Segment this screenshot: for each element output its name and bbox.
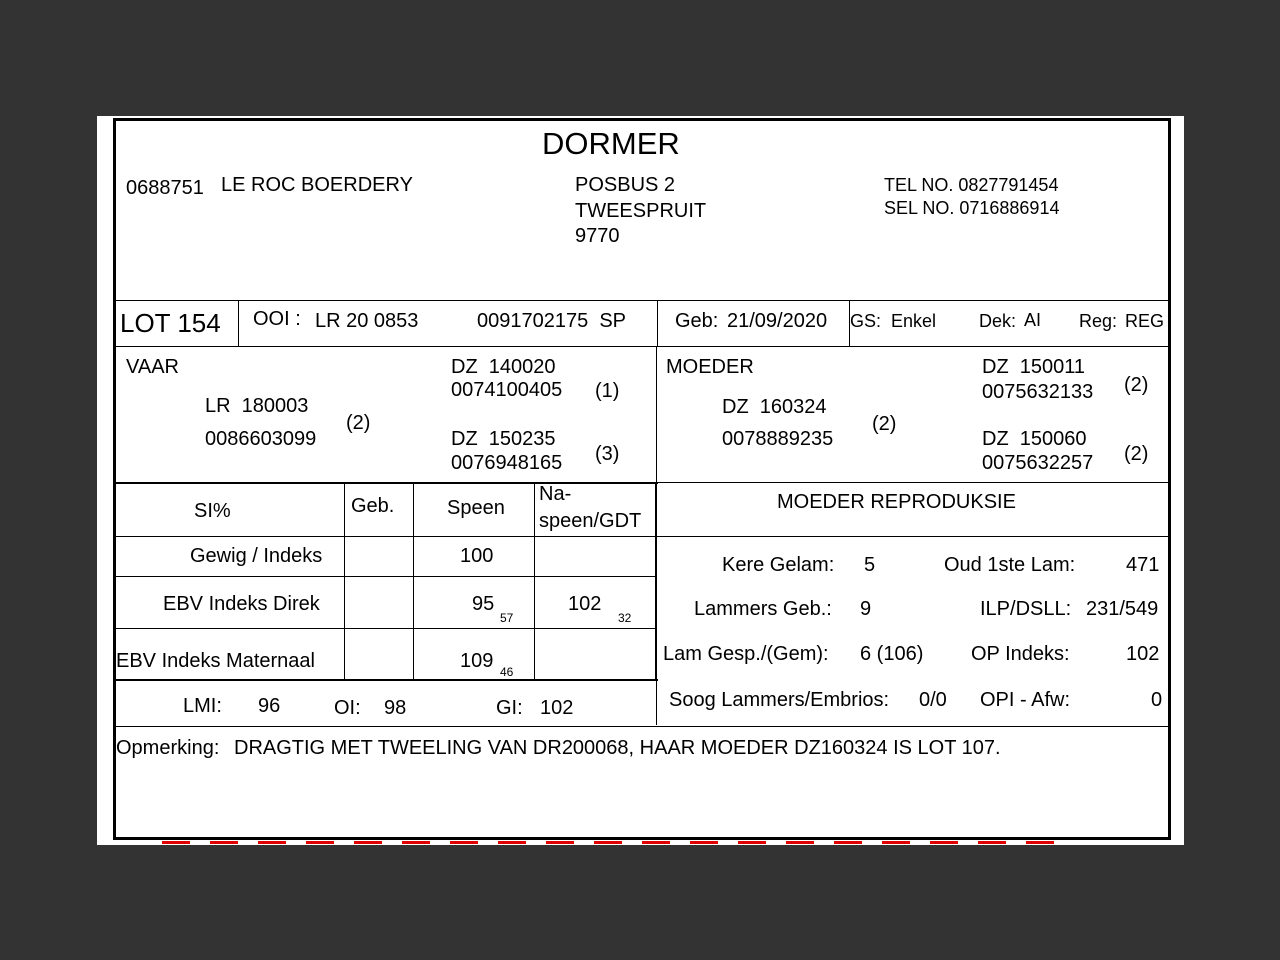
op-indeks-label: OP Indeks: — [971, 643, 1070, 665]
address-line-3: 9770 — [575, 225, 620, 247]
owner-code: 0688751 — [126, 177, 204, 199]
sire-sire-mark: (1) — [595, 380, 620, 402]
oud-1ste-lam-value: 471 — [1126, 554, 1160, 576]
remark-text: DRAGTIG MET TWEELING VAN DR200068, HAAR MOEDER DZ160324 IS LOT 107. — [234, 737, 1001, 759]
birth-date-label: Geb: — [675, 310, 719, 332]
dam-mark: (2) — [872, 413, 897, 435]
gs-value: Enkel — [891, 311, 937, 331]
opi-afw-value: 0 — [1151, 689, 1163, 711]
remark-label: Opmerking: — [116, 737, 220, 759]
birth-date: 21/09/2020 — [727, 310, 828, 332]
divider — [534, 482, 535, 680]
row-label: EBV Indeks Maternaal — [116, 650, 315, 672]
address-line-1: POSBUS 2 — [575, 174, 676, 196]
cut-off-red-text — [162, 839, 1074, 845]
weaning-header: Speen — [447, 497, 505, 519]
dam-number: 0078889235 — [722, 428, 834, 450]
ooi-label: OOI : — [253, 308, 301, 330]
divider — [238, 300, 239, 346]
oud-1ste-lam-label: Oud 1ste Lam: — [944, 554, 1076, 576]
sire-sire-number: 0074100405 — [451, 379, 563, 401]
sire-label: VAAR — [126, 356, 179, 378]
soog-label: Soog Lammers/Embrios: — [669, 689, 890, 711]
lammers-geb-value: 9 — [860, 598, 872, 620]
si-header: SI% — [194, 500, 231, 522]
dek-label: Dek: — [979, 311, 1017, 331]
divider — [116, 726, 1171, 727]
dam-sire-number: 0075632133 — [982, 381, 1094, 403]
divider — [658, 482, 1171, 483]
cell-value: 95 — [472, 593, 495, 615]
divider — [655, 482, 657, 680]
ilp-dsll-value: 231/549 — [1086, 598, 1159, 620]
lmi-value: 96 — [258, 695, 281, 717]
dam-id: DZ 160324 — [722, 396, 827, 418]
sire-mark: (2) — [346, 412, 371, 434]
cell-accuracy: 46 — [500, 665, 514, 679]
lammers-geb-label: Lammers Geb.: — [694, 598, 832, 620]
sire-dam-id: DZ 150235 — [451, 428, 556, 450]
divider — [116, 628, 656, 629]
tel-number: TEL NO. 0827791454 — [884, 175, 1059, 195]
dam-dam-id: DZ 150060 — [982, 428, 1087, 450]
opi-afw-label: OPI - Afw: — [980, 689, 1071, 711]
oi-value: 98 — [384, 697, 407, 719]
dam-sire-id: DZ 150011 — [982, 356, 1086, 378]
ooi-id: LR 20 0853 — [315, 310, 419, 332]
lam-gesp-label: Lam Gesp./(Gem): — [663, 643, 829, 665]
divider — [116, 679, 658, 681]
gi-label: GI: — [496, 697, 523, 719]
row-label: EBV Indeks Direk — [163, 593, 320, 615]
cell-accuracy: 57 — [500, 611, 514, 625]
sire-number: 0086603099 — [205, 428, 317, 450]
divider — [116, 536, 1171, 537]
lot-number: LOT 154 — [120, 308, 221, 338]
lmi-label: LMI: — [183, 695, 222, 717]
reproduction-header: MOEDER REPRODUKSIE — [777, 491, 1016, 513]
divider — [116, 576, 656, 577]
kere-gelam-value: 5 — [864, 554, 876, 576]
divider — [116, 482, 658, 484]
gs-label: GS: — [850, 311, 882, 331]
oi-label: OI: — [334, 697, 361, 719]
sel-number: SEL NO. 0716886914 — [884, 198, 1060, 218]
divider — [344, 482, 345, 680]
dam-label: MOEDER — [666, 356, 754, 378]
birth-weight-header: Geb. — [351, 495, 395, 517]
dam-sire-mark: (2) — [1124, 374, 1149, 396]
lot-card — [113, 118, 1171, 840]
post-weaning-header-1: Na- — [539, 483, 572, 505]
dam-dam-number: 0075632257 — [982, 452, 1094, 474]
gi-value: 102 — [540, 697, 574, 719]
address-line-2: TWEESPRUIT — [575, 200, 707, 222]
divider — [116, 300, 1171, 301]
sire-dam-mark: (3) — [595, 443, 620, 465]
divider — [116, 346, 1171, 347]
divider — [413, 482, 414, 680]
kere-gelam-label: Kere Gelam: — [722, 554, 835, 576]
catalog-page — [97, 116, 1184, 845]
ooi-number: 0091702175 SP — [477, 310, 627, 332]
owner-name: LE ROC BOERDERY — [221, 174, 413, 196]
reg-value: REG — [1125, 311, 1165, 331]
ilp-dsll-label: ILP/DSLL: — [980, 598, 1072, 620]
row-label: Gewig / Indeks — [190, 545, 323, 567]
sire-sire-id: DZ 140020 — [451, 356, 556, 378]
soog-value: 0/0 — [919, 689, 947, 711]
reg-label: Reg: — [1079, 311, 1118, 331]
dek-value: AI — [1024, 310, 1042, 330]
cell-value: 100 — [460, 545, 494, 567]
dam-dam-mark: (2) — [1124, 443, 1149, 465]
sire-dam-number: 0076948165 — [451, 452, 563, 474]
cell-value: 102 — [568, 593, 602, 615]
lam-gesp-value: 6 (106) — [860, 643, 924, 665]
cell-accuracy: 32 — [618, 611, 632, 625]
divider — [657, 300, 658, 346]
cell-value: 109 — [460, 650, 494, 672]
breed-title: DORMER — [542, 126, 680, 161]
op-indeks-value: 102 — [1126, 643, 1160, 665]
sire-id: LR 180003 — [205, 395, 309, 417]
post-weaning-header-2: speen/GDT — [539, 510, 642, 532]
